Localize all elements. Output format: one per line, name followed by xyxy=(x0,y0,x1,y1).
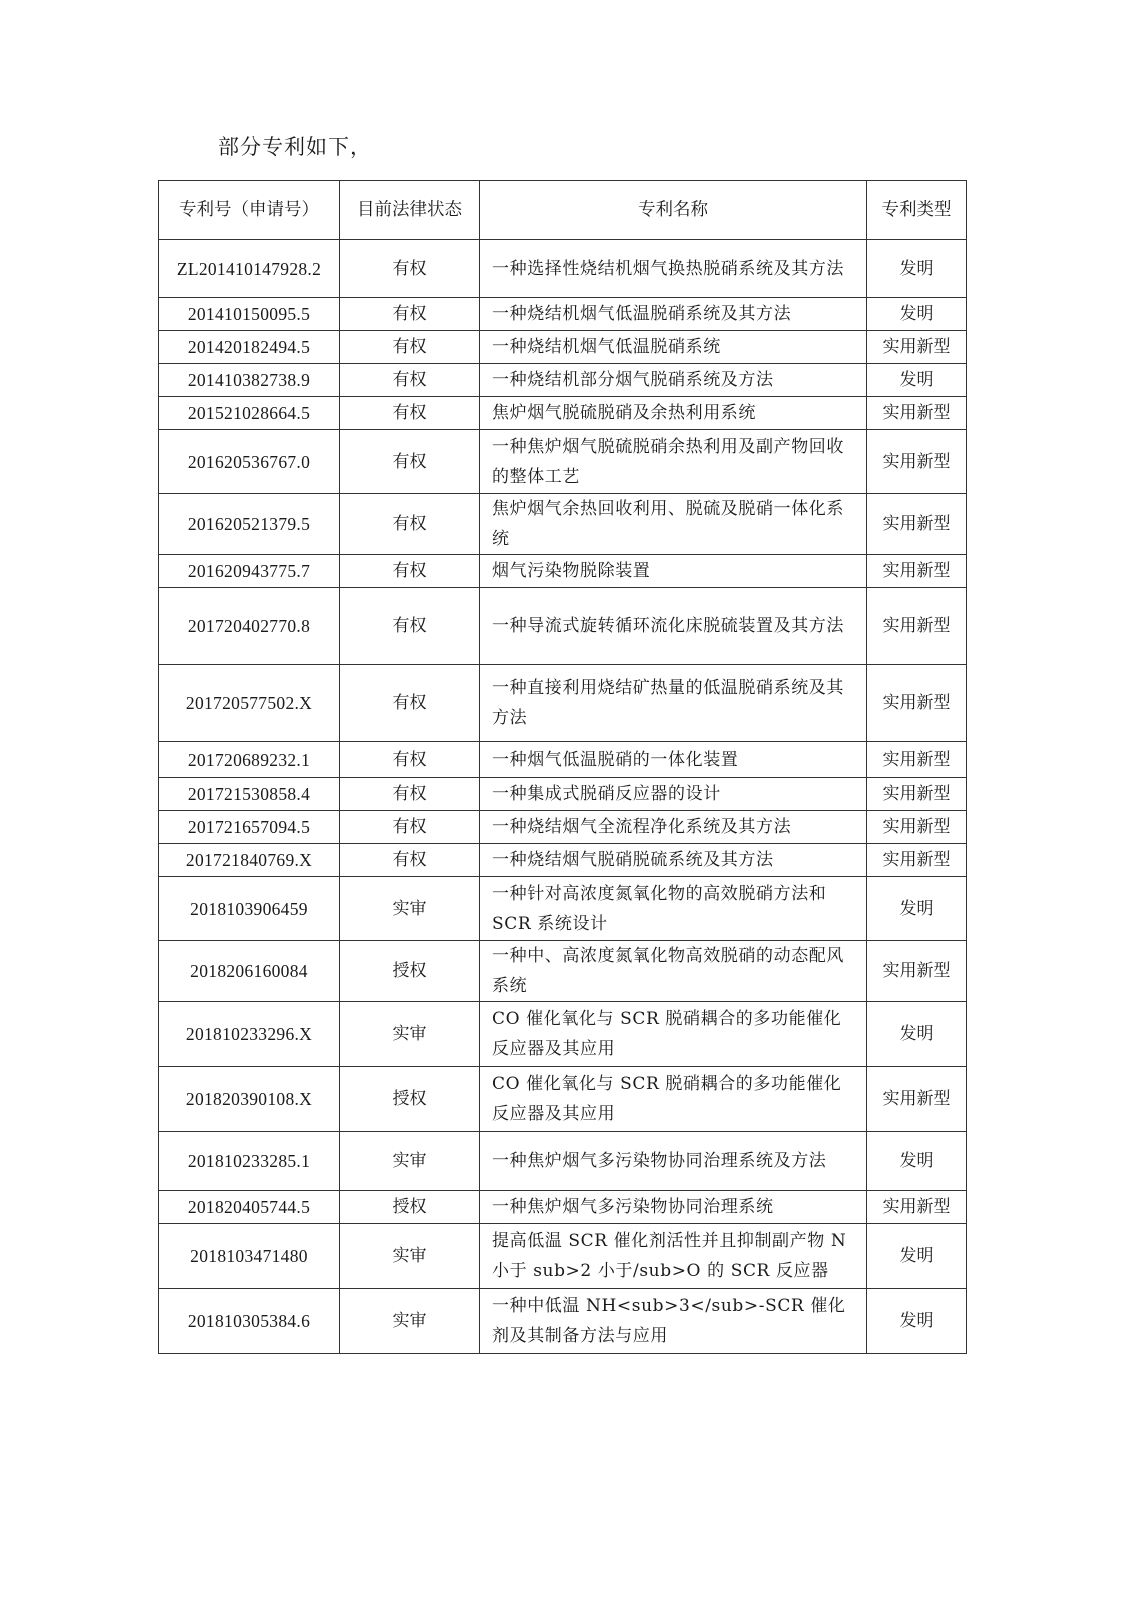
patent-type: 发明 xyxy=(867,1289,967,1354)
legal-status: 有权 xyxy=(340,778,480,811)
patent-name: 提高低温 SCR 催化剂活性并且抑制副产物 N 小于 sub>2 小于/sub>O 的 SCR 反应器 xyxy=(480,1224,867,1289)
patent-name: 一种直接利用烧结矿热量的低温脱硝系统及其方法 xyxy=(480,665,867,742)
patent-name: CO 催化氧化与 SCR 脱硝耦合的多功能催化反应器及其应用 xyxy=(480,1002,867,1067)
table-row xyxy=(159,877,967,941)
table-row xyxy=(159,778,967,811)
patent-type: 实用新型 xyxy=(867,331,967,364)
table-row xyxy=(159,397,967,430)
patent-type: 发明 xyxy=(867,364,967,397)
patent-name: 一种集成式脱硝反应器的设计 xyxy=(480,778,867,811)
patent-name: 焦炉烟气余热回收利用、脱硫及脱硝一体化系统 xyxy=(480,494,867,555)
legal-status: 有权 xyxy=(340,555,480,588)
patent-name: 一种烧结机烟气低温脱硝系统及其方法 xyxy=(480,298,867,331)
patent-number: 201810233285.1 xyxy=(159,1132,340,1191)
table-row xyxy=(159,1067,967,1132)
legal-status: 有权 xyxy=(340,364,480,397)
patent-name: 一种焦炉烟气脱硫脱硝余热利用及副产物回收的整体工艺 xyxy=(480,430,867,494)
patent-type: 实用新型 xyxy=(867,811,967,844)
patent-type: 发明 xyxy=(867,877,967,941)
legal-status: 授权 xyxy=(340,1191,480,1224)
patent-number: 201420182494.5 xyxy=(159,331,340,364)
patent-name: 一种选择性烧结机烟气换热脱硝系统及其方法 xyxy=(480,240,867,298)
legal-status: 实审 xyxy=(340,1289,480,1354)
table-row xyxy=(159,1224,967,1289)
legal-status: 有权 xyxy=(340,844,480,877)
patent-type: 实用新型 xyxy=(867,494,967,555)
patent-number: 201720402770.8 xyxy=(159,588,340,665)
patent-number: 201720577502.X xyxy=(159,665,340,742)
patent-number: 201721530858.4 xyxy=(159,778,340,811)
patent-table xyxy=(158,180,967,1354)
header-patent-number: 专利号（申请号） xyxy=(159,181,340,240)
patent-name: 焦炉烟气脱硫脱硝及余热利用系统 xyxy=(480,397,867,430)
patent-name: 一种焦炉烟气多污染物协同治理系统及方法 xyxy=(480,1132,867,1191)
legal-status: 有权 xyxy=(340,298,480,331)
table-row xyxy=(159,331,967,364)
patent-number: 201810305384.6 xyxy=(159,1289,340,1354)
patent-name: 一种焦炉烟气多污染物协同治理系统 xyxy=(480,1191,867,1224)
legal-status: 有权 xyxy=(340,331,480,364)
legal-status: 有权 xyxy=(340,494,480,555)
legal-status: 有权 xyxy=(340,811,480,844)
table-row xyxy=(159,811,967,844)
patent-number: 2018103471480 xyxy=(159,1224,340,1289)
legal-status: 有权 xyxy=(340,588,480,665)
patent-type: 发明 xyxy=(867,1132,967,1191)
patent-name: 烟气污染物脱除装置 xyxy=(480,555,867,588)
table-row xyxy=(159,555,967,588)
patent-number: 201721657094.5 xyxy=(159,811,340,844)
patent-type: 发明 xyxy=(867,240,967,298)
table-row xyxy=(159,430,967,494)
table-row xyxy=(159,588,967,665)
patent-name: CO 催化氧化与 SCR 脱硝耦合的多功能催化反应器及其应用 xyxy=(480,1067,867,1132)
table-row xyxy=(159,1191,967,1224)
patent-number: 201410382738.9 xyxy=(159,364,340,397)
legal-status: 实审 xyxy=(340,1224,480,1289)
table-row xyxy=(159,1132,967,1191)
patent-type: 发明 xyxy=(867,1002,967,1067)
patent-name: 一种烟气低温脱硝的一体化装置 xyxy=(480,742,867,778)
table-row xyxy=(159,240,967,298)
patent-name: 一种导流式旋转循环流化床脱硫装置及其方法 xyxy=(480,588,867,665)
patent-name: 一种烧结烟气全流程净化系统及其方法 xyxy=(480,811,867,844)
legal-status: 实审 xyxy=(340,877,480,941)
table-body xyxy=(159,240,967,1354)
patent-number: ZL201410147928.2 xyxy=(159,240,340,298)
patent-type: 实用新型 xyxy=(867,397,967,430)
patent-number: 201810233296.X xyxy=(159,1002,340,1067)
patent-name: 一种烧结烟气脱硝脱硫系统及其方法 xyxy=(480,844,867,877)
legal-status: 有权 xyxy=(340,665,480,742)
header-patent-name: 专利名称 xyxy=(480,181,867,240)
table-row xyxy=(159,665,967,742)
legal-status: 实审 xyxy=(340,1002,480,1067)
table-row xyxy=(159,1002,967,1067)
legal-status: 授权 xyxy=(340,1067,480,1132)
patent-number: 201620536767.0 xyxy=(159,430,340,494)
table-row xyxy=(159,844,967,877)
patent-number: 201620521379.5 xyxy=(159,494,340,555)
legal-status: 有权 xyxy=(340,430,480,494)
patent-type: 实用新型 xyxy=(867,665,967,742)
patent-type: 实用新型 xyxy=(867,430,967,494)
patent-number: 2018206160084 xyxy=(159,941,340,1002)
table-row xyxy=(159,364,967,397)
patent-name: 一种烧结机部分烟气脱硝系统及方法 xyxy=(480,364,867,397)
patent-number: 201820405744.5 xyxy=(159,1191,340,1224)
patent-type: 实用新型 xyxy=(867,588,967,665)
table-header xyxy=(159,181,967,240)
table-row xyxy=(159,1289,967,1354)
patent-number: 201620943775.7 xyxy=(159,555,340,588)
patent-number: 2018103906459 xyxy=(159,877,340,941)
header-row xyxy=(159,181,967,240)
patent-type: 实用新型 xyxy=(867,555,967,588)
legal-status: 有权 xyxy=(340,742,480,778)
patent-name: 一种中低温 NH<sub>3</sub>-SCR 催化剂及其制备方法与应用 xyxy=(480,1289,867,1354)
patent-type: 实用新型 xyxy=(867,778,967,811)
table-row xyxy=(159,494,967,555)
patent-name: 一种针对高浓度氮氧化物的高效脱硝方法和 SCR 系统设计 xyxy=(480,877,867,941)
legal-status: 有权 xyxy=(340,240,480,298)
legal-status: 有权 xyxy=(340,397,480,430)
header-legal-status: 目前法律状态 xyxy=(340,181,480,240)
patent-type: 发明 xyxy=(867,298,967,331)
table-row xyxy=(159,941,967,1002)
patent-name: 一种中、高浓度氮氧化物高效脱硝的动态配风系统 xyxy=(480,941,867,1002)
patent-type: 实用新型 xyxy=(867,1067,967,1132)
patent-name: 一种烧结机烟气低温脱硝系统 xyxy=(480,331,867,364)
patent-type: 实用新型 xyxy=(867,1191,967,1224)
patent-type: 实用新型 xyxy=(867,941,967,1002)
patent-number: 201410150095.5 xyxy=(159,298,340,331)
patent-type: 实用新型 xyxy=(867,844,967,877)
patent-type: 发明 xyxy=(867,1224,967,1289)
table-row xyxy=(159,298,967,331)
header-patent-type: 专利类型 xyxy=(867,181,967,240)
legal-status: 实审 xyxy=(340,1132,480,1191)
patent-number: 201820390108.X xyxy=(159,1067,340,1132)
intro-paragraph: 部分专利如下， xyxy=(218,135,372,159)
legal-status: 授权 xyxy=(340,941,480,1002)
patent-number: 201521028664.5 xyxy=(159,397,340,430)
patent-type: 实用新型 xyxy=(867,742,967,778)
table-row xyxy=(159,742,967,778)
patent-number: 201720689232.1 xyxy=(159,742,340,778)
patent-number: 201721840769.X xyxy=(159,844,340,877)
